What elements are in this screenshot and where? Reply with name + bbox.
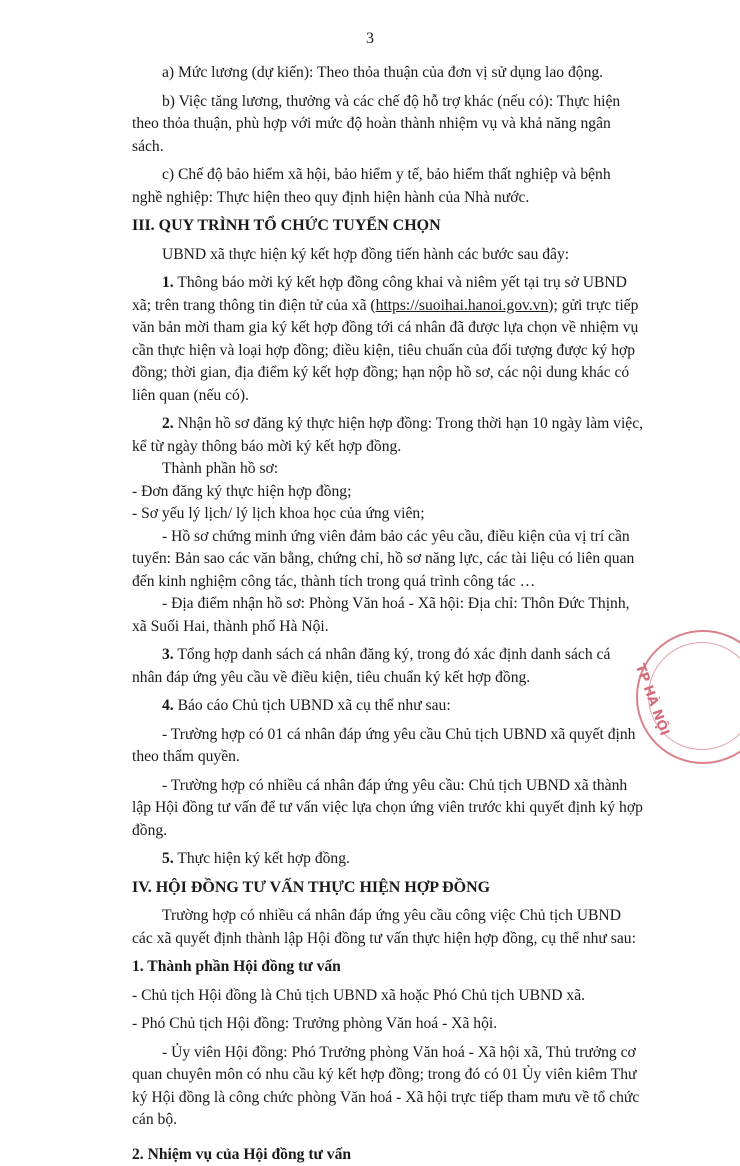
step-1-number: 1. [162, 274, 174, 291]
salary-item-a: a) Mức lương (dự kiến): Theo thỏa thuận của đơn vị sử dụng lao động. [132, 62, 644, 85]
council-member-members: - Ủy viên Hội đồng: Phó Trưởng phòng Văn hoá - Xã hội xã, Thủ trưởng cơ quan chuyên môn có nhu cầu ký kết hợp đồng; trong đó có 01 Ủy viên kiêm Thư ký Hội đồng là công chức phòng Văn hoá - Xã hội trực tiếp tham mưu về tổ chức cán bộ. [132, 1042, 644, 1132]
official-seal [636, 630, 740, 764]
step-3-text: Tổng hợp danh sách cá nhân đăng ký, trong đó xác định danh sách cá nhân đáp ứng yêu cầu về điều kiện, tiêu chuẩn ký kết hợp đồng. [132, 646, 610, 686]
step-1 [132, 272, 644, 407]
step-1-text-pre: Thông báo mời ký kết hợp đồng công khai và niêm yết tại trụ sở UBND xã; trên trang thông tin điện tử của xã ( [132, 274, 627, 314]
dossier-item: - Địa điểm nhận hồ sơ: Phòng Văn hoá - Xã hội: Địa chỉ: Thôn Đức Thịnh, xã Suối Hai, thành phố Hà Nội. [132, 593, 644, 638]
subsection-1-heading: 1. Thành phần Hội đồng tư vấn [132, 956, 644, 979]
dossier-item: - Hồ sơ chứng minh ứng viên đảm bảo các yêu cầu, điều kiện của vị trí cần tuyển: Bản sao các văn bằng, chứng chỉ, hồ sơ năng lực, các tài liệu có liên quan đến kinh nghiệm công tác, thành tích trong quá trình công tác … [132, 526, 644, 594]
step-4-case-a: - Trường hợp có 01 cá nhân đáp ứng yêu cầu Chủ tịch UBND xã quyết định theo thẩm quyền. [132, 724, 644, 769]
website-link[interactable]: https://suoihai.hanoi.gov.vn [376, 297, 549, 314]
step-1-text-post: ); gửi trực tiếp văn bản mời tham gia ký kết hợp đồng tới cá nhân đã được lựa chọn về nhiệm vụ cần thực hiện và loại hợp đồng; điều kiện, tiêu chuẩn của đối tượng được ký hợp đồng; thời gian, địa điểm ký kết hợp đồng; hạn nộp hồ sơ, các nội dung khác có liên quan (nếu có). [132, 297, 638, 404]
step-2-number: 2. [162, 415, 174, 432]
section-4-heading: IV. HỘI ĐỒNG TƯ VẤN THỰC HIỆN HỢP ĐỒNG [132, 877, 644, 900]
council-member-chair: - Chủ tịch Hội đồng là Chủ tịch UBND xã hoặc Phó Chủ tịch UBND xã. [132, 985, 644, 1008]
step-3-number: 3. [162, 646, 174, 663]
step-5-number: 5. [162, 850, 174, 867]
dossier-title: Thành phần hồ sơ: [132, 458, 644, 481]
step-4-case-b: - Trường hợp có nhiều cá nhân đáp ứng yêu cầu: Chủ tịch UBND xã thành lập Hội đồng tư vấn để tư vấn việc lựa chọn ứng viên trước khi quyết định ký hợp đồng. [132, 775, 644, 843]
seal-text: TP HÀ NỘI [632, 662, 672, 738]
step-2 [132, 413, 644, 458]
section-4-intro: Trường hợp có nhiều cá nhân đáp ứng yêu cầu công việc Chủ tịch UBND các xã quyết định thành lập Hội đồng tư vấn thực hiện hợp đồng, cụ thể như sau: [132, 905, 644, 950]
step-5 [132, 848, 644, 871]
section-3-intro: UBND xã thực hiện ký kết hợp đồng tiến hành các bước sau đây: [132, 244, 644, 267]
dossier-item: - Đơn đăng ký thực hiện hợp đồng; [132, 481, 644, 504]
step-4-number: 4. [162, 697, 174, 714]
council-member-vice-chair: - Phó Chủ tịch Hội đồng: Trưởng phòng Văn hoá - Xã hội. [132, 1013, 644, 1036]
salary-item-b: b) Việc tăng lương, thưởng và các chế độ hỗ trợ khác (nếu có): Thực hiện theo thỏa thuận, phù hợp với mức độ hoàn thành nhiệm vụ và khả năng ngân sách. [132, 91, 644, 159]
subsection-2-heading: 2. Nhiệm vụ của Hội đồng tư vấn [132, 1144, 644, 1166]
step-5-text: Thực hiện ký kết hợp đồng. [174, 850, 350, 867]
step-4-text: Báo cáo Chủ tịch UBND xã cụ thể như sau: [174, 697, 451, 714]
page-number: 3 [0, 30, 740, 48]
dossier-item: - Sơ yếu lý lịch/ lý lịch khoa học của ứng viên; [132, 503, 644, 526]
step-3 [132, 644, 644, 689]
section-3-heading: III. QUY TRÌNH TỔ CHỨC TUYỂN CHỌN [132, 215, 644, 238]
step-4 [132, 695, 644, 718]
document-body [132, 62, 644, 1166]
salary-item-c: c) Chế độ bảo hiểm xã hội, bảo hiểm y tế, bảo hiểm thất nghiệp và bệnh nghề nghiệp: Thực hiện theo quy định hiện hành của Nhà nước. [132, 164, 644, 209]
step-2-text: Nhận hồ sơ đăng ký thực hiện hợp đồng: Trong thời hạn 10 ngày làm việc, kể từ ngày thông báo mời ký kết hợp đồng. [132, 415, 643, 455]
